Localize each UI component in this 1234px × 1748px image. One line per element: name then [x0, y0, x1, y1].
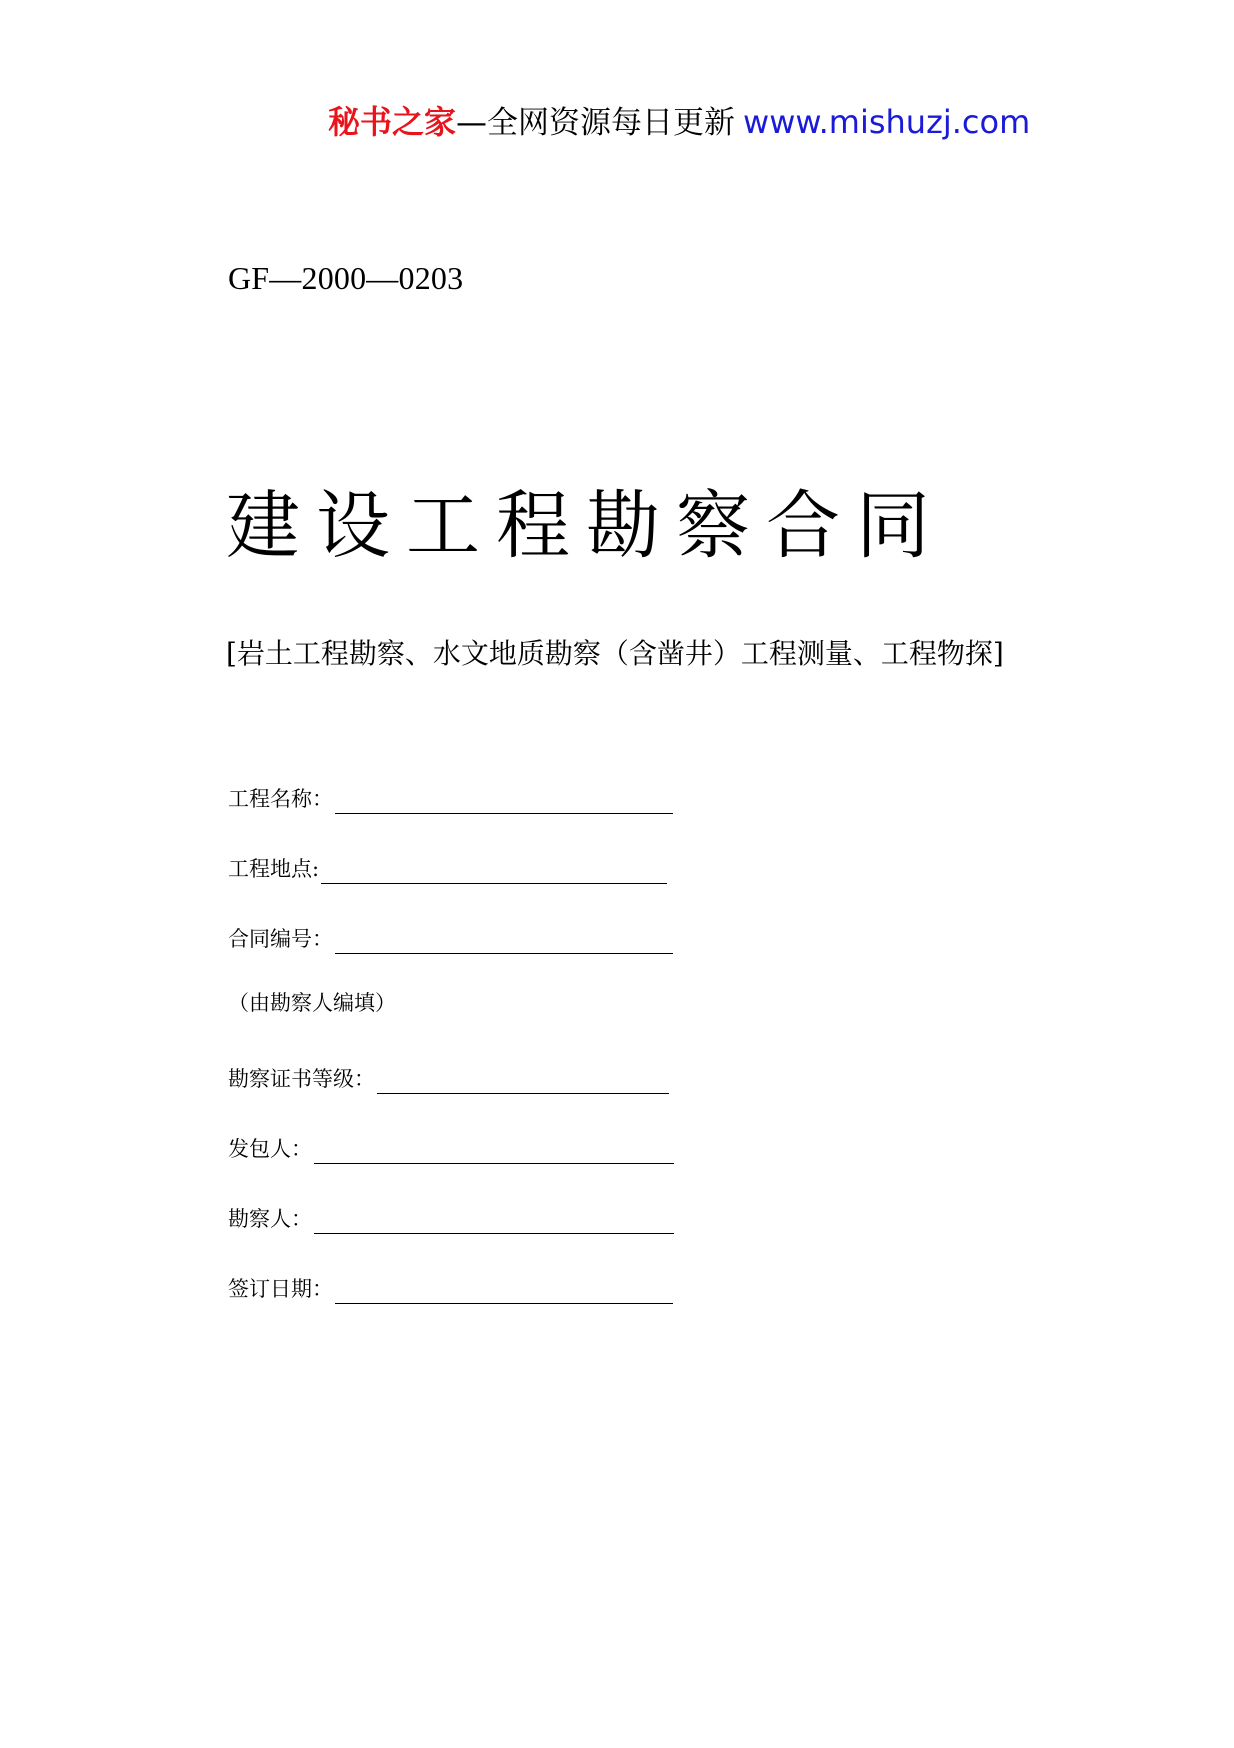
field-signing-date [228, 1268, 673, 1304]
document-code: GF—2000—0203 [228, 260, 464, 296]
field-label: 合同编号： [228, 927, 333, 951]
blank-line [335, 1279, 673, 1304]
document-subtitle: [岩土工程勘察、水文地质勘察（含凿井）工程测量、工程物探] [226, 637, 1004, 670]
blank-line [321, 859, 667, 884]
site-tagline: —全网资源每日更新 [456, 105, 736, 141]
field-label: 勘察证书等级： [228, 1067, 375, 1091]
field-surveyor [228, 1198, 674, 1234]
field-client [228, 1128, 674, 1164]
blank-line [335, 789, 673, 814]
blank-line [335, 929, 673, 954]
field-label: 工程名称： [228, 787, 333, 811]
field-label: 工程地点: [228, 857, 320, 881]
field-project-location [228, 848, 667, 884]
site-brand: 秘书之家 [328, 103, 457, 141]
blank-line [314, 1139, 674, 1164]
field-project-name [228, 778, 673, 814]
blank-line [314, 1209, 674, 1234]
document-title: 建设工程勘察合同 [226, 483, 946, 569]
site-url-link[interactable]: www.mishuzj.com [743, 103, 1031, 141]
field-certificate-level [228, 1058, 669, 1094]
field-label: 勘察人： [228, 1207, 312, 1231]
field-label: 签订日期： [228, 1277, 333, 1301]
site-header-banner [328, 100, 1030, 144]
blank-line [377, 1069, 669, 1094]
field-contract-number [228, 918, 673, 954]
contract-number-note: （由勘察人编填） [228, 991, 396, 1015]
field-label: 发包人： [228, 1137, 312, 1161]
